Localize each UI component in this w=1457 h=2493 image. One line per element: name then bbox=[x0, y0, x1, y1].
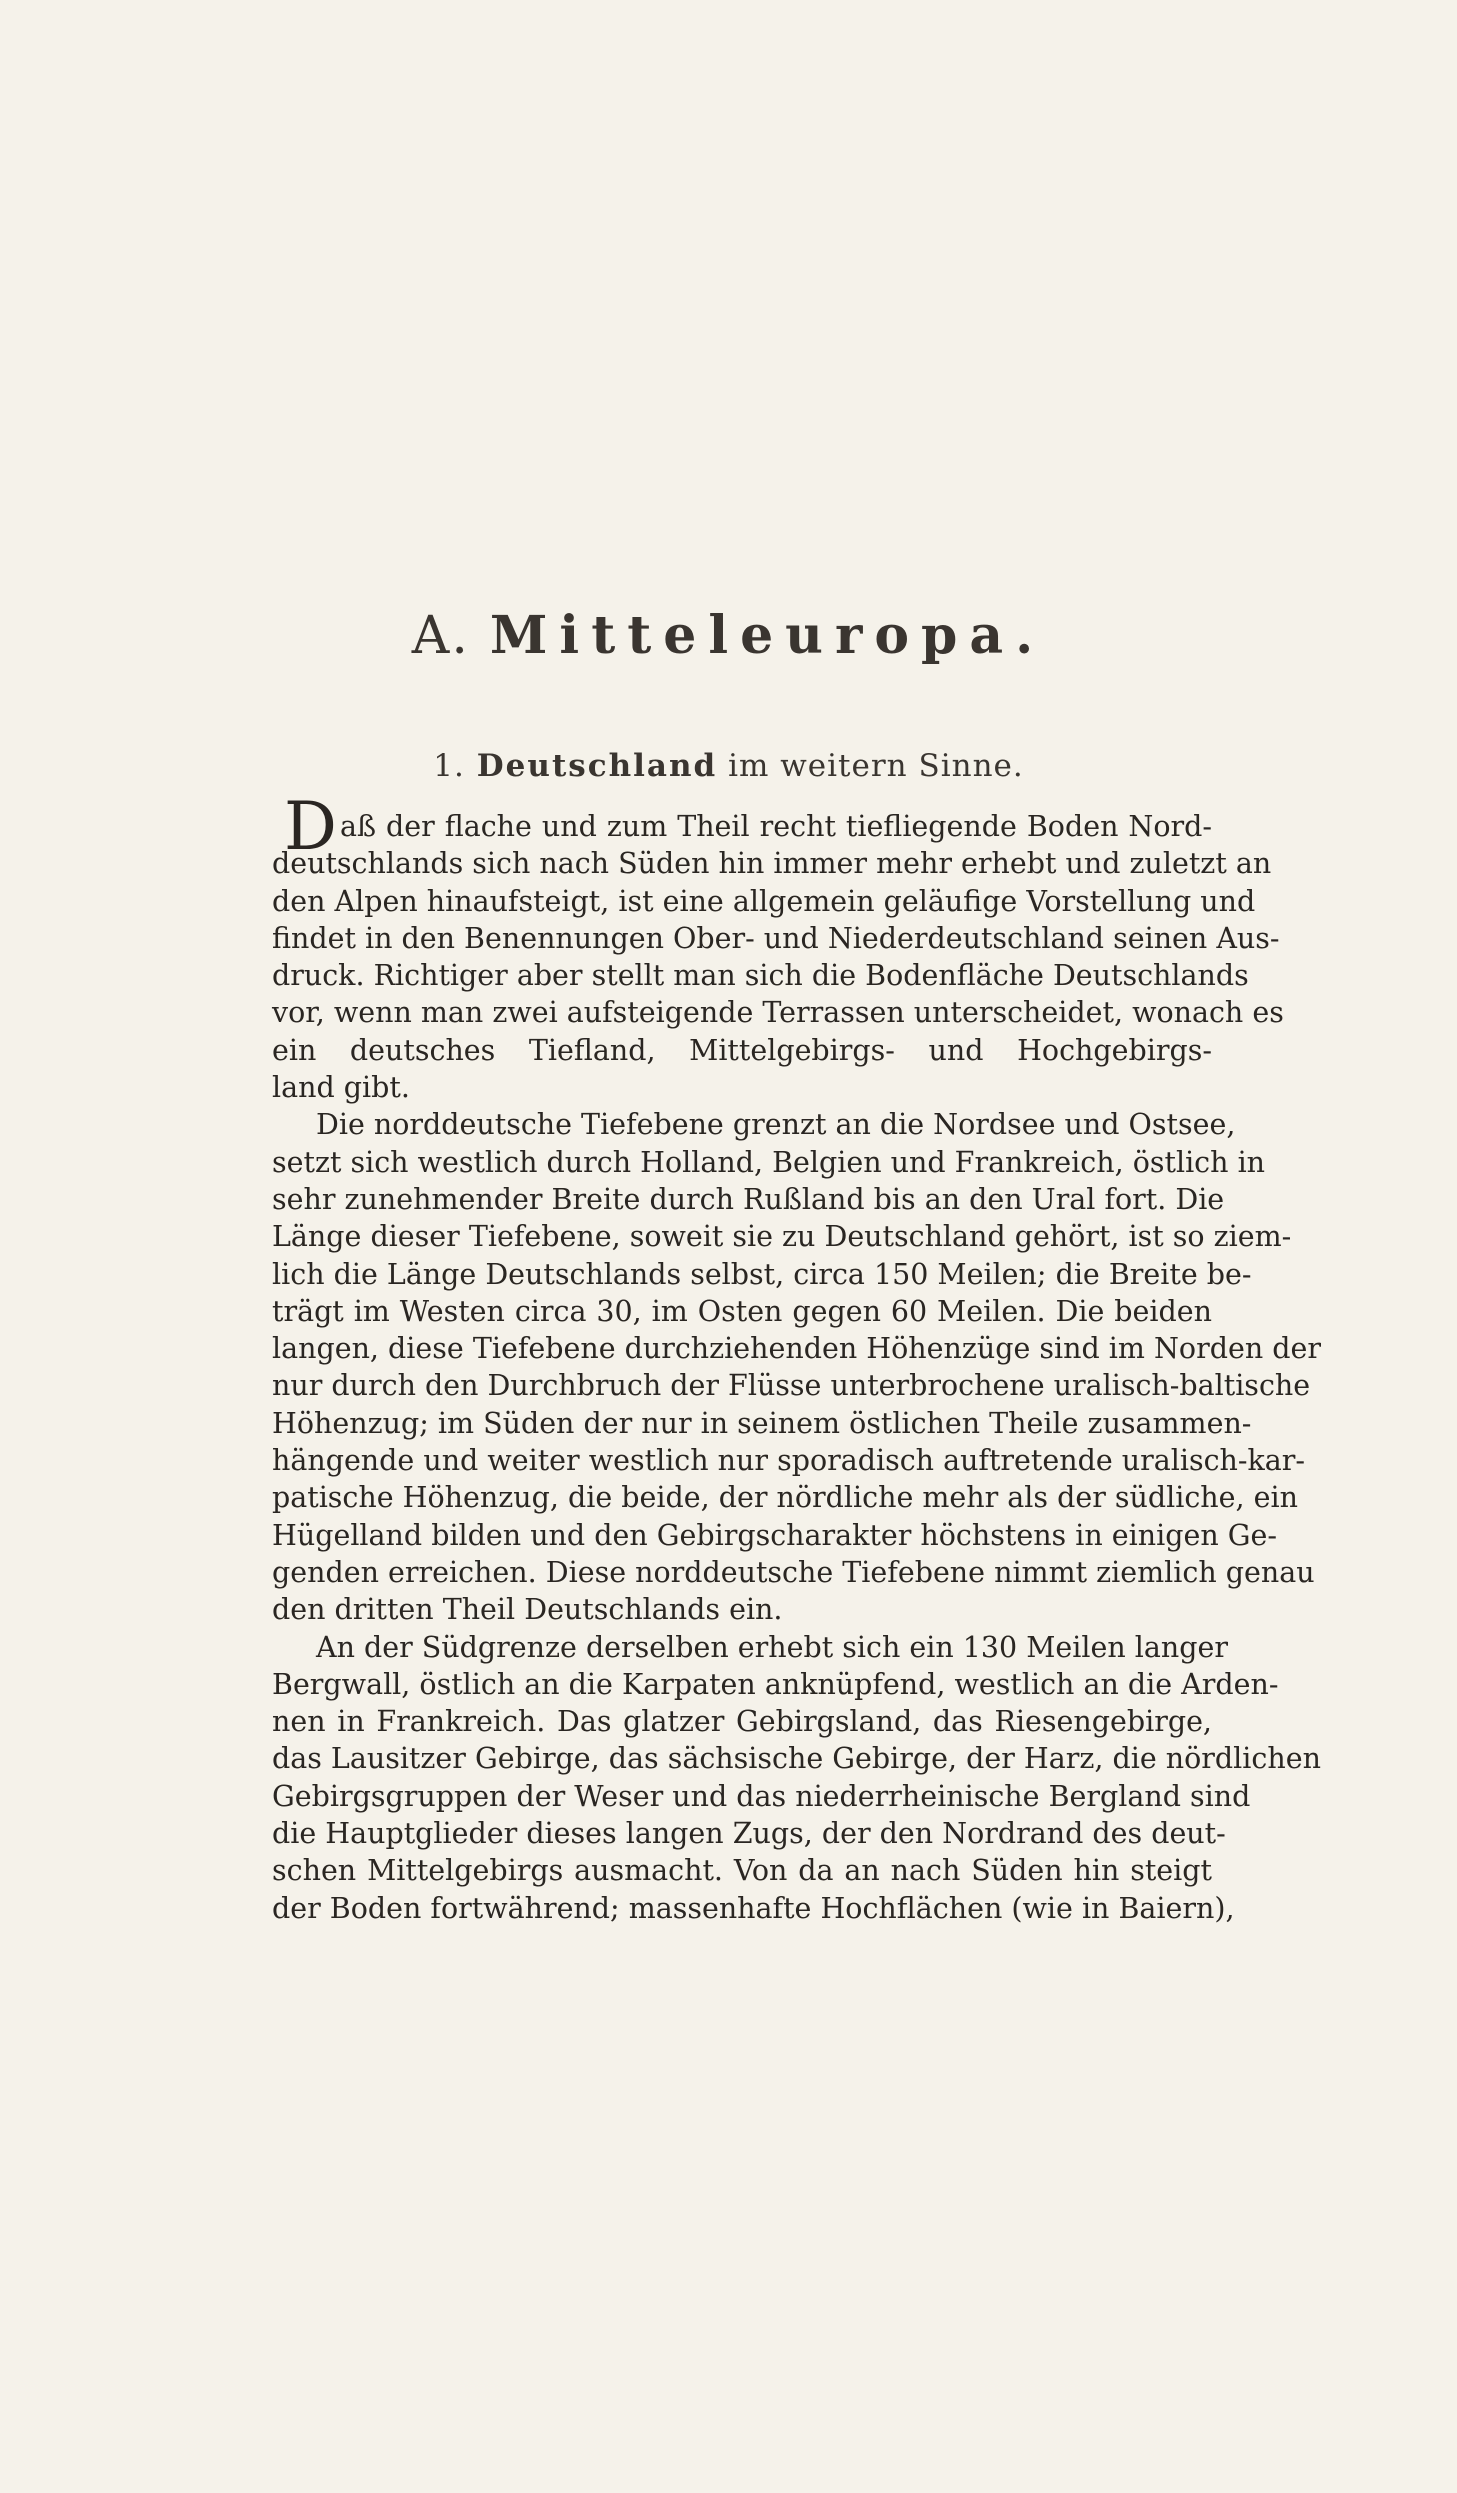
text-line: trägt im Westen circa 30, im Osten gegen 60 Meilen. Die beiden bbox=[272, 1294, 1212, 1328]
text-line: hängende und weiter westlich nur sporadisch auftretende uralisch-kar- bbox=[272, 1444, 1306, 1478]
paragraph bbox=[272, 1629, 1321, 1927]
text-line: Die norddeutsche Tiefebene grenzt an die Nordsee und Ostsee, bbox=[316, 1108, 1236, 1142]
drop-cap: D bbox=[284, 788, 337, 865]
text-line: Gebirgsgruppen der Weser und das niederrheinische Bergland sind bbox=[272, 1779, 1251, 1813]
text-line: den dritten Theil Deutschlands ein. bbox=[272, 1593, 783, 1627]
section-title: Mitteleuropa. bbox=[489, 605, 1046, 666]
text-line: findet in den Benennungen Ober- und Niederdeutschland seinen Aus- bbox=[272, 921, 1280, 955]
text-line: nen in Frankreich. Das glatzer Gebirgsland, das Riesengebirge, bbox=[272, 1705, 1212, 1739]
text-line: aß der flache und zum Theil recht tiefliegende Boden Nord- bbox=[340, 810, 1212, 843]
text-line: land gibt. bbox=[272, 1071, 410, 1105]
text-line: druck. Richtiger aber stellt man sich die Bodenfläche Deutschlands bbox=[272, 959, 1249, 993]
text-line: patische Höhenzug, die beide, der nördliche mehr als der südliche, ein bbox=[272, 1481, 1298, 1515]
text-line: nur durch den Durchbruch der Flüsse unterbrochene uralisch-baltische bbox=[272, 1369, 1311, 1403]
chapter-title: Deutschland bbox=[476, 748, 718, 784]
text-line: ein deutsches Tiefland, Mittelgebirgs- und Hochgebirgs- bbox=[272, 1033, 1212, 1067]
text-line: lich die Länge Deutschlands selbst, circa 150 Meilen; die Breite be- bbox=[272, 1257, 1252, 1291]
text-line: schen Mittelgebirgs ausmacht. Von da an nach Süden hin steigt bbox=[272, 1854, 1212, 1888]
chapter-heading bbox=[0, 748, 1457, 784]
text-line: das Lausitzer Gebirge, das sächsische Gebirge, der Harz, die nördlichen bbox=[272, 1742, 1321, 1776]
text-line: vor, wenn man zwei aufsteigende Terrassen unterscheidet, wonach es bbox=[272, 996, 1284, 1030]
text-line: sehr zunehmender Breite durch Rußland bis an den Ural fort. Die bbox=[272, 1182, 1225, 1216]
body-text bbox=[272, 788, 1321, 1927]
section-letter: A. bbox=[411, 606, 470, 666]
chapter-subtitle: im weitern Sinne. bbox=[728, 748, 1024, 784]
text-line: setzt sich westlich durch Holland, Belgien und Frankreich, östlich in bbox=[272, 1145, 1266, 1179]
text-line: genden erreichen. Diese norddeutsche Tiefebene nimmt ziemlich genau bbox=[272, 1555, 1315, 1589]
text-line: die Hauptglieder dieses langen Zugs, der den Nordrand des deut- bbox=[272, 1817, 1226, 1851]
text-line: den Alpen hinaufsteigt, ist eine allgemein geläufige Vorstellung und bbox=[272, 884, 1256, 918]
text-line: An der Südgrenze derselben erhebt sich ein 130 Meilen langer bbox=[316, 1630, 1228, 1664]
text-line: Bergwall, östlich an die Karpaten anknüpfend, westlich an die Arden- bbox=[272, 1667, 1279, 1701]
text-line: der Boden fortwährend; massenhafte Hochflächen (wie in Baiern), bbox=[272, 1891, 1235, 1925]
text-line: deutschlands sich nach Süden hin immer mehr erhebt und zuletzt an bbox=[272, 847, 1272, 881]
text-line: Länge dieser Tiefebene, soweit sie zu Deutschland gehört, ist so ziem- bbox=[272, 1220, 1292, 1254]
section-heading bbox=[0, 605, 1457, 666]
paragraph bbox=[272, 1106, 1321, 1628]
chapter-number: 1. bbox=[433, 748, 465, 784]
text-line: Höhenzug; im Süden der nur in seinem östlichen Theile zusammen- bbox=[272, 1406, 1252, 1440]
text-line: Hügelland bilden und den Gebirgscharakter höchstens in einigen Ge- bbox=[272, 1518, 1278, 1552]
text-line: langen, diese Tiefebene durchziehenden Höhenzüge sind im Norden der bbox=[272, 1332, 1321, 1366]
paragraph bbox=[272, 788, 1284, 1106]
